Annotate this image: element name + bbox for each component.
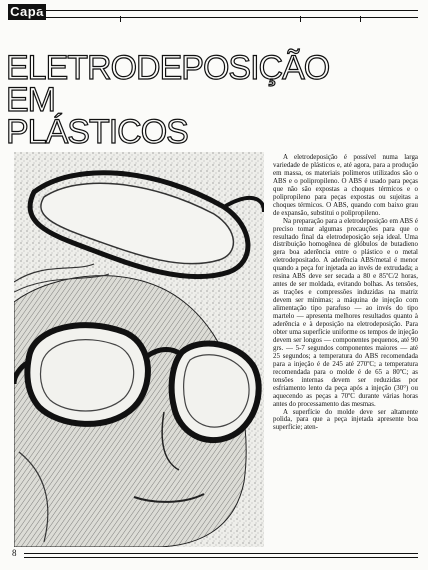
section-tag: Capa xyxy=(8,4,46,20)
article-photo xyxy=(14,152,264,547)
title-line-3: PLÁSTICOS xyxy=(6,113,188,151)
plastic-sunglasses-illustration xyxy=(14,152,264,547)
footer-rule xyxy=(24,553,418,558)
article-paragraph: A eletrodeposição é possível numa larga variedade de plásticos e, até agora, para a produção em massa, os materiais polímeros utilizados são o ABS e o polipropileno. O ABS é usado para peças que não são expostas a choques térmicos e o polipropileno para peças expostas ou sujeitas a choques térmicos. O ABS, quando com baixo grau de expansão, substitui o polipropileno. xyxy=(273,154,418,217)
article-paragraph: Na preparação para a eletrodeposição em ABS é preciso tomar algumas precauções para que o resultado final da eletrodeposição seja ideal. Uma distribuição homogênea de glóbulos de butadieno gera boa aderência entre o plástico e o metal eletrodepositado. A aderência ABS/metal é menor quando a peça for injetada ao invés de extrudada; a resina ABS deve ser secada a 80 e 85ºC/2 horas, antes de ser moldada, evitando bolhas. As tensões, as trações e compressões induzidas na matriz devem ser mínimas; a máquina de injeção com alimentação tipo parafuso — ao invés do tipo martelo — apresenta melhores resultados quanto à aderência e à deposição na eletrodeposição. Para obter uma superfície uniforme os tempos de injeção devem ser longos — componentes pequenos, até 90 grs. — 5-7 segundos componentes maiores — até 25 segundos; a temperatura do ABS recomendada para a injeção é de 245 até 270ºC; a temperatura recomendada para o molde é de 65 a 80ºC; as tensões internas devem ser reduzidas por esfriamento lento da peça após a injeção (30°) ou aquecendo as peças a 70ºC durante várias horas antes do processamento das mesmas. xyxy=(273,216,418,408)
header-tick xyxy=(360,16,371,22)
article-paragraph: A superfície do molde deve ser altamente polida, para que a peça injetada apresente boa superfície; aten- xyxy=(273,407,418,432)
article-title xyxy=(6,49,416,151)
title-line-2: EM xyxy=(6,81,55,119)
header-tick xyxy=(300,16,311,22)
header-tick xyxy=(120,16,131,22)
article-body xyxy=(273,154,418,546)
title-line-1: ELETRODEPOSIÇÃO xyxy=(6,49,330,87)
page-number: 8 xyxy=(12,548,17,558)
